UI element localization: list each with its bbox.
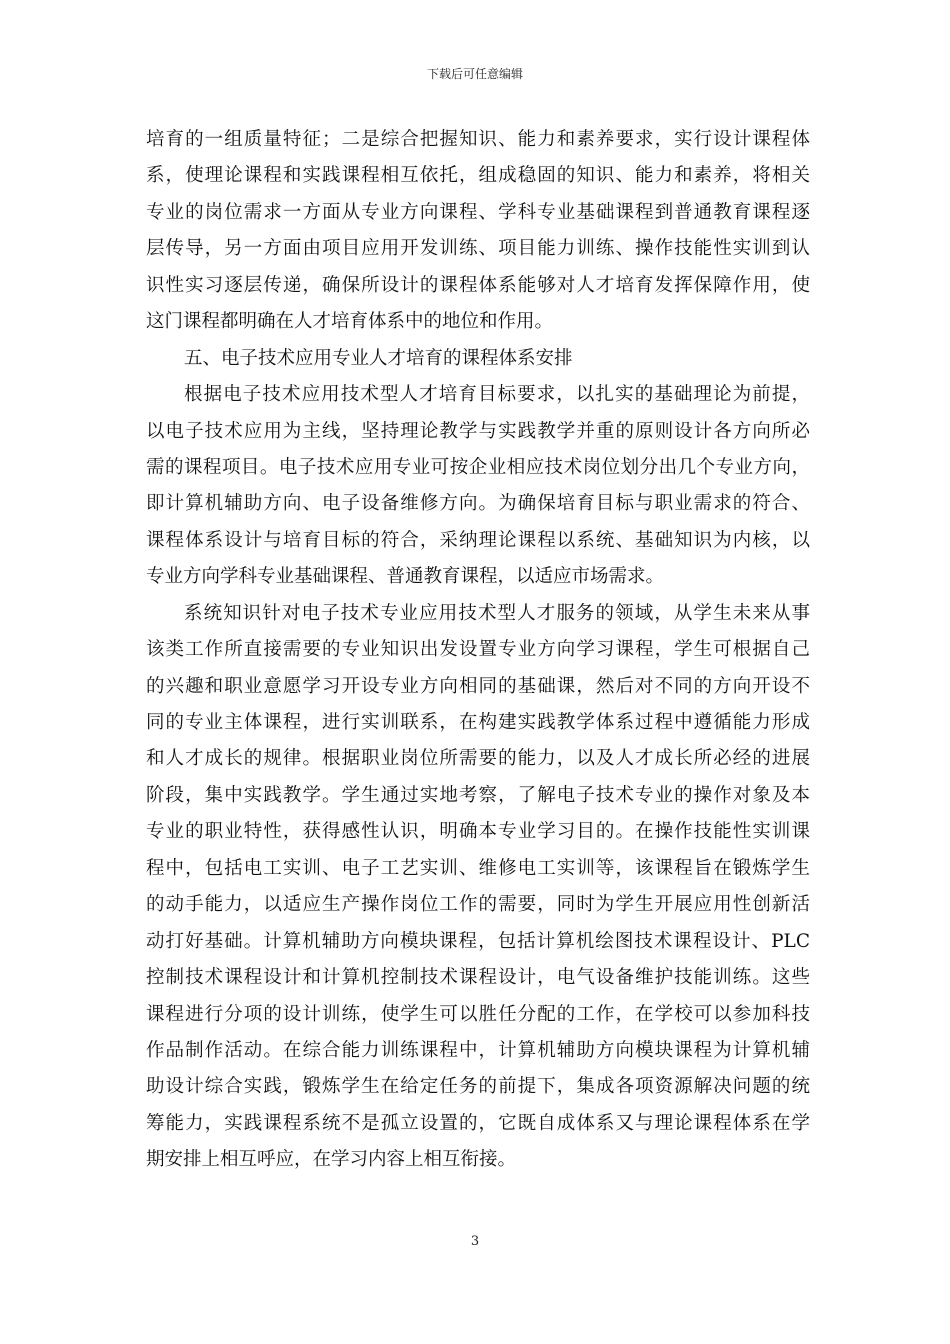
paragraph-line: 课程进行分项的设计训练，使学生可以胜任分配的工作，在学校可以参加科技	[146, 1003, 810, 1025]
paragraph-line: 动打好基础。计算机辅助方向模块课程，包括计算机绘图技术课程设计、PLC	[146, 930, 810, 952]
paragraph-line: 以电子技术应用为主线，坚持理论教学与实践教学并重的原则设计各方向所必	[146, 420, 810, 442]
section-heading: 五、电子技术应用专业人才培育的课程体系安排	[184, 347, 573, 369]
paragraph-line: 专业的岗位需求一方面从专业方向课程、学科专业基础课程到普通教育课程逐	[146, 201, 810, 223]
paragraph-line: 该类工作所直接需要的专业知识出发设置专业方向学习课程，学生可根据自己	[146, 639, 810, 661]
paragraph-line: 同的专业主体课程，进行实训联系，在构建实践教学体系过程中遵循能力形成	[146, 712, 810, 733]
paragraph-line: 期安排上相互呼应，在学习内容上相互衔接。	[146, 1149, 517, 1171]
paragraph-line: 根据电子技术应用技术型人才培育目标要求，以扎实的基础理论为前提，	[184, 384, 810, 406]
paragraph-line: 控制技术课程设计和计算机控制技术课程设计，电气设备维护技能训练。这些	[146, 967, 810, 989]
document-body	[146, 122, 810, 1179]
paragraph-line: 筹能力，实践课程系统不是孤立设置的，它既自成体系又与理论课程体系在学	[146, 1112, 810, 1134]
paragraph-line: 专业方向学科专业基础课程、普通教育课程，以适应市场需求。	[146, 566, 665, 588]
paragraph-line: 系统知识针对电子技术专业应用技术型人才服务的领域，从学生未来从事	[184, 602, 810, 624]
paragraph-line: 识性实习逐层传递，确保所设计的课程体系能够对人才培育发挥保障作用，使	[146, 274, 810, 296]
paragraph-line: 作品制作活动。在综合能力训练课程中，计算机辅助方向模块课程为计算机辅	[146, 1039, 810, 1061]
paragraph-line: 即计算机辅助方向、电子设备维修方向。为确保培育目标与职业需求的符合、	[146, 493, 810, 515]
paragraph-line: 系，使理论课程和实践课程相互依托，组成稳固的知识、能力和素养，将相关	[146, 165, 810, 187]
page-number: 3	[470, 1234, 480, 1249]
paragraph-line: 的动手能力，以适应生产操作岗位工作的需要，同时为学生开展应用性创新活	[146, 894, 810, 916]
page-header: 下载后可任意编辑	[426, 67, 523, 81]
paragraph-line: 层传导，另一方面由项目应用开发训练、项目能力训练、操作技能性实训到认	[146, 238, 810, 260]
paragraph-line: 和人才成长的规律。根据职业岗位所需要的能力，以及人才成长所必经的进展	[146, 748, 810, 770]
paragraph-line: 专业的职业特性，获得感性认识，明确本专业学习目的。在操作技能性实训课	[146, 821, 810, 843]
paragraph-line: 阶段，集中实践教学。学生通过实地考察，了解电子技术专业的操作对象及本	[146, 784, 810, 806]
paragraph-line: 培育的一组质量特征；二是综合把握知识、能力和素养要求，实行设计课程体	[146, 129, 810, 150]
paragraph-line: 程中，包括电工实训、电子工艺实训、维修电工实训等，该课程旨在锻炼学生	[146, 857, 810, 879]
paragraph-line: 这门课程都明确在人才培育体系中的地位和作用。	[146, 311, 554, 333]
paragraph-line: 的兴趣和职业意愿学习开设专业方向相同的基础课，然后对不同的方向开设不	[146, 675, 810, 697]
paragraph-line: 课程体系设计与培育目标的符合，采纳理论课程以系统、基础知识为内核，以	[146, 529, 810, 551]
paragraph-line: 助设计综合实践，锻炼学生在给定任务的前提下，集成各项资源解决问题的统	[146, 1076, 810, 1098]
paragraph-line: 需的课程项目。电子技术应用专业可按企业相应技术岗位划分出几个专业方向，	[146, 456, 810, 478]
